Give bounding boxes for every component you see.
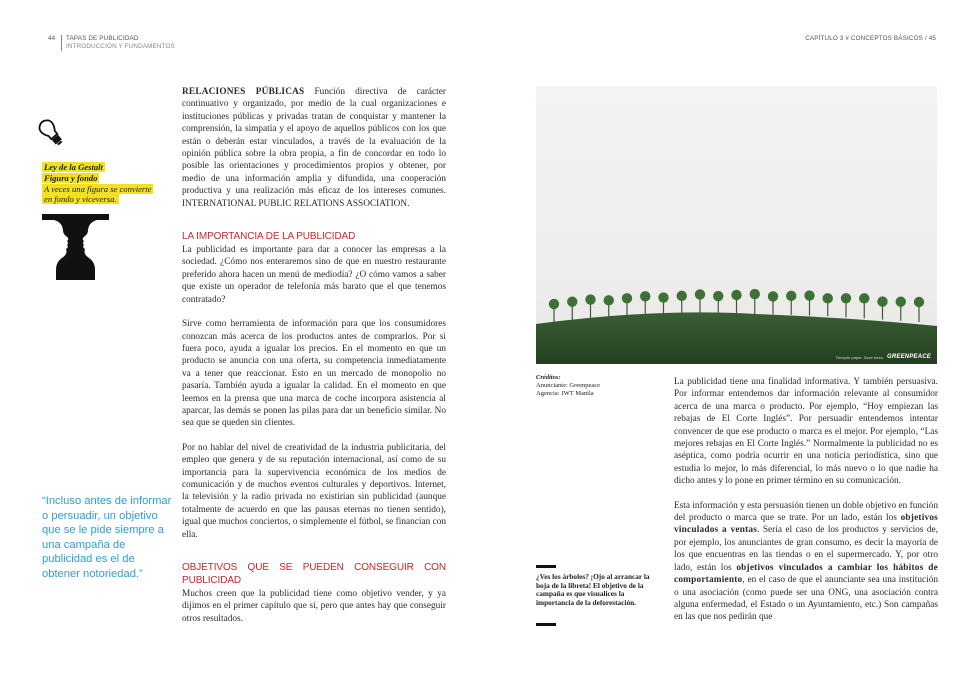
rp-term: RELACIONES PÚBLICAS (182, 87, 305, 97)
tree-crown (859, 293, 869, 303)
paragraph-objectives (674, 500, 938, 624)
tree-trunk (791, 300, 792, 315)
tree-crown (677, 291, 687, 301)
tree-crown (768, 291, 778, 301)
heading-objectives: OBJETIVOS QUE SE PUEDEN CONSEGUIR CON PUBLICIDAD (182, 562, 446, 586)
tree-crown (823, 293, 833, 303)
tree-crown (622, 293, 632, 303)
tree-crown (750, 289, 760, 299)
tree-crown (731, 290, 741, 300)
tree-crown (786, 291, 796, 301)
gestalt-subtitle: Figura y fondo (44, 172, 98, 183)
tree-trunk (718, 300, 719, 314)
text-run: . Sería el caso de los productos y servicios de, por ejemplo, los anunciantes de gran consumo, es decir la mayoría de los que encuentras en las tiendas o en el supermercado. Y, por otro lado, están los (674, 525, 938, 573)
book-title: TAPAS DE PUBLICIDAD (66, 35, 139, 42)
tree-trunk (845, 302, 846, 317)
right-page-header (805, 35, 936, 42)
left-text-column (182, 86, 446, 637)
bold-term-habits: objetivos vinculados a cambiar los hábitos de comportamiento (674, 562, 938, 586)
paragraph: La publicidad es importante para dar a conocer las empresas a la sociedad. ¿Cómo nos enteraremos sino de que en nuestro restaurante preferido ahora hacen un menú de mediodía? ¿O cómo vamos a saber que existe un operador de telefonía más barato que el que tenemos contratado? (182, 245, 446, 305)
paragraph: Por no hablar del nivel de creatividad de la industria publicitaria, del empleo que genera y de su reputación internacional, así como de su importancia para la supervivencia económica de los medios de comunicación y de muchos eventos culturales y deportivos. Internet, la televisión y la radio privada no existirían sin publicidad (aunque totalmente de acuerdo en que las pausas eternas no tienen sentido), igual que muchos conciertos, o simplemente el fútbol, se financian con ella. (182, 442, 446, 540)
tree-crown (567, 297, 577, 307)
text-run: Esta información y esta persuasión tienen un doble objetivo en función del producto o marca que se trate. Por un lado, están los (674, 500, 938, 524)
photo-caption: ¿Ves los árboles? ¡Ojo al arrancar la hoja de la libreta! El objetivo de la campaña es que visualices la importancia de la deforestación. (536, 572, 650, 608)
tree-trunk (882, 306, 883, 320)
credits-advertiser: Anunciante: Greenpeace (536, 382, 601, 389)
lightbulb-icon (38, 117, 68, 153)
text-run: , en el caso de que el anunciante sea una institución o una asociación (como puede ser una ONG, una asociación contra alguna enfermedad, el Estado o un Ayuntamiento, etc.) Son campañas en las que nos pedirán que (674, 575, 938, 623)
tree-trunk (608, 304, 609, 318)
greenpeace-ad-photo (536, 86, 937, 364)
tree-crown (585, 294, 595, 304)
greenpeace-logo: GREENPEACE (886, 354, 931, 360)
tree-trunk (590, 304, 591, 320)
photo-small-credit: Recycle paper. Save trees. (836, 354, 884, 360)
tree-trunk (663, 302, 664, 316)
tree-trunk (645, 300, 646, 316)
section-title: INTRODUCCIÓN Y FUNDAMENTOS (66, 43, 175, 50)
bold-term-sales: objetivos vinculados a ventas (674, 513, 938, 536)
gestalt-desc-line1: A veces una figura se convierte (44, 183, 152, 194)
rp-definition: Función directiva de carácter continuativo y organizado, por medio de la cual organizaciones e instituciones públicas y privadas tratan de conquistar y mantener la comprensión, la simpatía y el apoyo de aquellos públicos con los que están o deberán estar vinculados, a través de la evaluación de la opinión pública sobre la obra propia, a fin de concordar en todo lo posible las orientaciones y procedimientos propios y obtener, por medio de una información amplia y difundida, una cooperación productiva y una realización más eficaz de los intereses comunes. (182, 87, 446, 197)
credits-agency: Agencia: JWT Manila (536, 390, 594, 397)
tree-crown (896, 297, 906, 307)
paragraph: La publicidad tiene una finalidad informativa. Y también persuasiva. Por informar entendemos dar información relevante al consumidor acerca de una marca o producto. Por ejemplo, “Hoy empiezan las rebajas de El Corte Inglés”. Por persuadir entendemos intentar convencer de que ese producto o marca es el mejor. Por ejemplo, “Las mejores rebajas en El Corte Inglés.” Normalmente la publicidad no es aséptica, como podría ocurrir en una noticia periodística, sino que estudia lo mejor, lo más diferencial, lo más nuevo o lo que nadie ha dicho antes y lo pone en primer término en su comunicación. (674, 377, 938, 487)
tree-crown (695, 289, 705, 299)
tree-trunk (918, 306, 919, 322)
paragraph: Muchos creen que la publicidad tiene como objetivo vender, y ya dijimos en el primer capítulo que sí, pero que antes hay que conseguir otros resultados. (182, 589, 446, 624)
tree-crown (877, 296, 887, 306)
tree-trunk (772, 300, 773, 314)
tree-crown (658, 292, 668, 302)
tree-crown (604, 295, 614, 305)
tree-crown (713, 291, 723, 301)
caption-rule-top (536, 565, 556, 568)
tree-trunk (864, 302, 865, 318)
chapter-title: CAPÍTULO 3 # CONCEPTOS BÁSICOS (805, 35, 923, 42)
header-divider (61, 35, 62, 51)
gestalt-desc-line2: en fondo y viceversa. (44, 194, 117, 205)
right-page-number: / 45 (924, 35, 936, 42)
tree-trunk (827, 302, 828, 316)
caption-rule-bottom (536, 623, 556, 626)
tree-trunk (809, 300, 810, 316)
tree-crown (841, 293, 851, 303)
rp-source: INTERNATIONAL PUBLIC RELATIONS ASSOCIATION. (182, 198, 410, 209)
tree-crown (914, 297, 924, 307)
right-text-column (674, 376, 938, 636)
relaciones-publicas-definition (182, 86, 446, 210)
tree-crown (640, 291, 650, 301)
photo-credit (836, 354, 931, 360)
left-page-header (48, 35, 175, 51)
tree-trunk (626, 302, 627, 317)
tree-trunk (699, 298, 700, 314)
tree-trunk (572, 306, 573, 321)
gestalt-title: Ley de la Gestalt (44, 162, 103, 172)
heading-importance: LA IMPORTANCIA DE LA PUBLICIDAD (182, 231, 356, 243)
tree-trunk (736, 299, 737, 314)
paragraph: Sirve como herramienta de información para que los consumidores conozcan más acerca de los productos antes de comprarlos. Por si fuera poco, ayuda a igualar los precios. En el momento en que un producto se anuncia con una oferta, su competencia inmediatamente va a tener que reaccionar. Esto en un mercado de monopolio no pasaría. También ayuda a igualar la calidad. En el momento en que leemos en la prensa que una marca de coche incorpora asistencia al aparcar, las demás se ponen las pilas para dar un beneficio similar. No sea que se queden sin clientes. (182, 319, 446, 429)
trees-illustration (536, 86, 937, 364)
tree-trunk (681, 300, 682, 315)
rubin-vase-illustration (42, 214, 109, 280)
left-page-number: 44 (48, 35, 56, 42)
tree-crown (549, 299, 559, 309)
tree-trunk (754, 298, 755, 314)
gestalt-note (42, 162, 172, 205)
tree-trunk (900, 306, 901, 321)
ad-credits (536, 374, 656, 398)
tree-crown (804, 290, 814, 300)
pull-quote: “Incluso antes de informar o persuadir, un objetivo que se le pide siempre a una campaña de publicidad es el de obtener notoriedad.” (42, 495, 172, 580)
tree-trunk (553, 308, 554, 322)
credits-title: Créditos: (536, 374, 561, 381)
